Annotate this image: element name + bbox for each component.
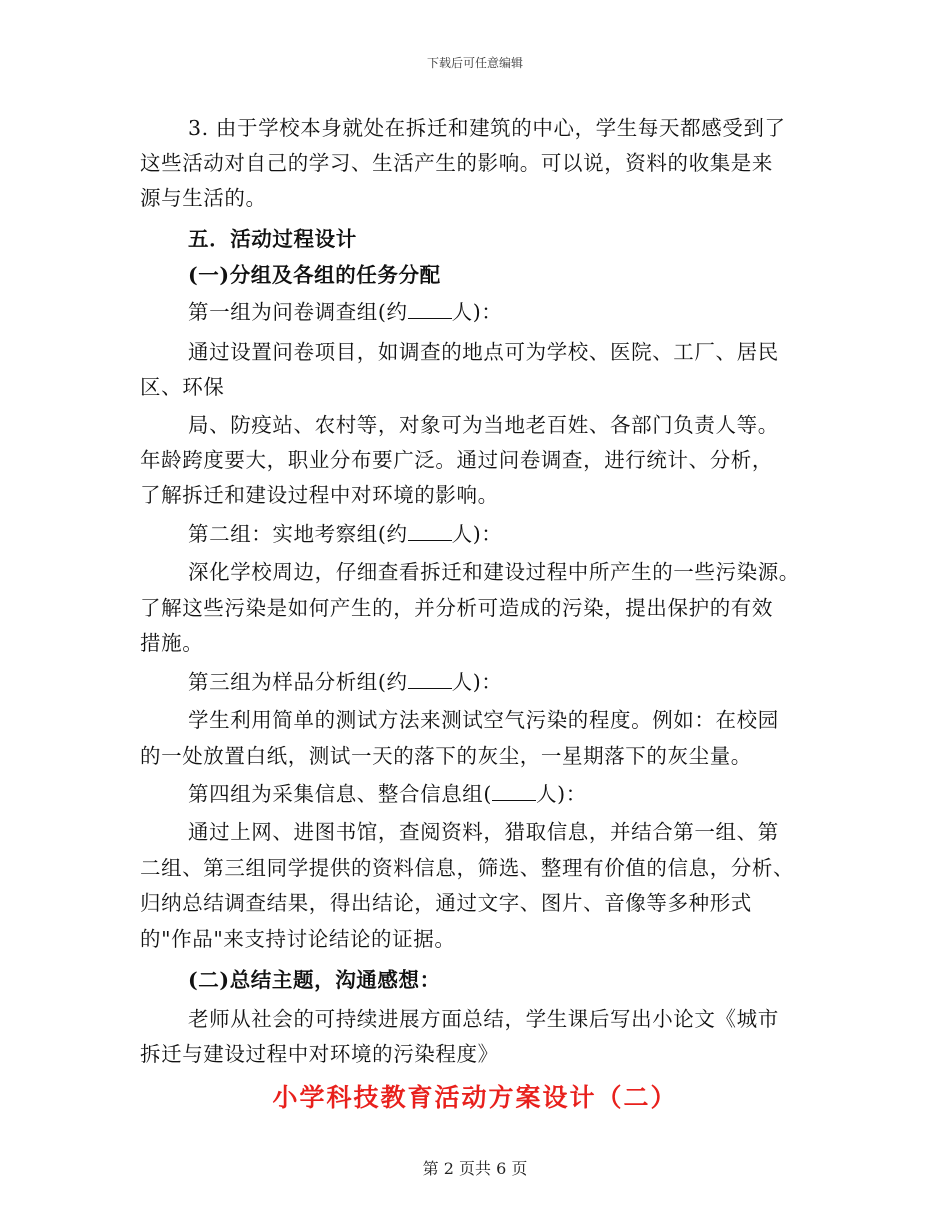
paragraph-line: 了解拆迁和建设过程中对环境的影响。 <box>140 483 499 507</box>
paragraph-line: 这些活动对自己的学习、生活产生的影响。可以说，资料的收集是来 <box>140 151 773 175</box>
section-heading: 五．活动过程设计 <box>188 227 357 251</box>
blank-underline <box>492 780 536 801</box>
group-2-suffix: 人)： <box>451 522 503 546</box>
paragraph-line: 拆迁与建设过程中对环境的污染程度》 <box>140 1042 499 1066</box>
group-4-suffix: 人)： <box>536 782 587 806</box>
paragraph-line: 老师从社会的可持续进展方面总结，学生课后写出小论文《城市 <box>188 1007 779 1031</box>
group-4-heading <box>188 780 587 808</box>
group-2-label: 第二组：实地考察组(约 <box>188 522 408 546</box>
section-title: 小学科技教育活动方案设计（二） <box>272 1083 678 1112</box>
paragraph-line: 源与生活的。 <box>140 186 267 210</box>
paragraph-line: 年龄跨度要大，职业分布要广泛。通过问卷调查，进行统计、分析， <box>140 448 773 472</box>
subsection-heading: (二)总结主题，沟通感想： <box>188 968 441 992</box>
page-footer: 第 2 页共 6 页 <box>422 1159 528 1178</box>
paragraph-line: 归纳总结调查结果，得出结论，通过文字、图片、音像等多种形式 <box>140 891 752 915</box>
paragraph-line: 3. 由于学校本身就处在拆迁和建筑的中心，学生每天都感受到了 <box>188 116 786 140</box>
group-3-label: 第三组为样品分析组(约 <box>188 670 408 694</box>
paragraph-line: 通过设置问卷项目，如调查的地点可为学校、医院、工厂、居民 <box>188 340 779 364</box>
group-1-suffix: 人)： <box>451 300 503 324</box>
group-4-label: 第四组为采集信息、整合信息组( <box>188 782 492 806</box>
group-3-suffix: 人)： <box>451 670 503 694</box>
paragraph-line: 措施。 <box>140 631 204 655</box>
paragraph-line: 通过上网、进图书馆，查阅资料，猎取信息，并结合第一组、第 <box>188 820 779 844</box>
page-header: 下载后可任意编辑 <box>426 56 523 70</box>
paragraph-line: 二组、第三组同学提供的资料信息，筛选、整理有价值的信息，分析、 <box>140 856 795 880</box>
paragraph-line: 了解这些污染是如何产生的，并分析可造成的污染，提出保护的有效 <box>140 596 773 620</box>
paragraph-line: 区、环保 <box>140 375 225 399</box>
blank-underline <box>408 668 452 689</box>
group-1-heading <box>188 298 502 326</box>
blank-underline <box>408 520 452 541</box>
paragraph-line: 的"作品"来支持讨论结论的证据。 <box>140 927 456 951</box>
paragraph-line: 的一处放置白纸，测试一天的落下的灰尘，一星期落下的灰尘量。 <box>140 744 752 768</box>
subsection-heading: (一)分组及各组的任务分配 <box>188 263 441 287</box>
blank-underline <box>408 298 452 319</box>
paragraph-line: 学生利用简单的测试方法来测试空气污染的程度。例如：在校园 <box>188 708 779 732</box>
group-3-heading <box>188 668 502 696</box>
paragraph-line: 深化学校周边，仔细查看拆迁和建设过程中所产生的一些污染源。 <box>188 560 800 584</box>
group-2-heading <box>188 520 502 548</box>
paragraph-line: 局、防疫站、农村等，对象可为当地老百姓、各部门负责人等。 <box>188 413 779 437</box>
group-1-label: 第一组为问卷调查组(约 <box>188 300 408 324</box>
